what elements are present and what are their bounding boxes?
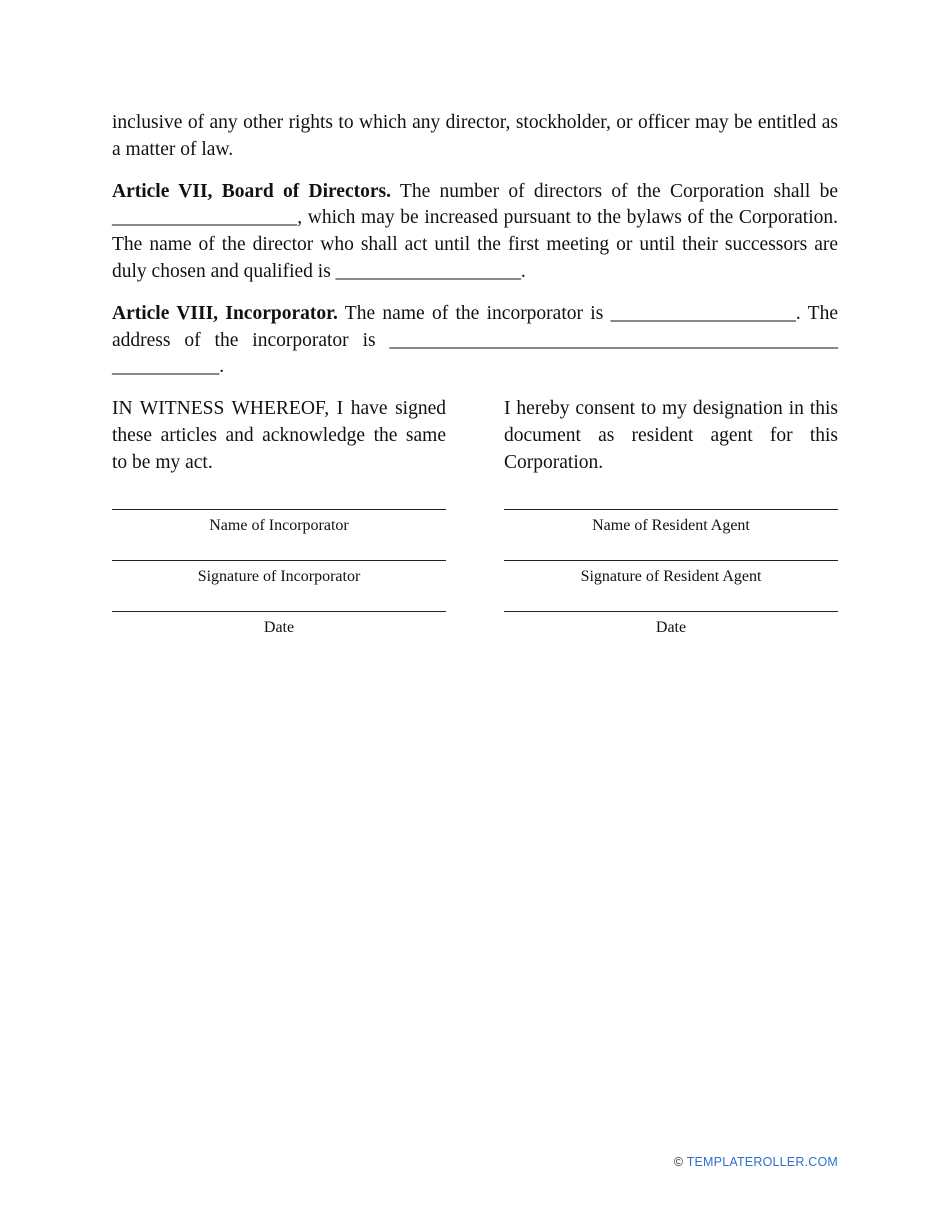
agent-signature-label: Signature of Resident Agent xyxy=(580,567,762,585)
agent-name-line[interactable] xyxy=(504,509,838,510)
article-viii-paragraph xyxy=(112,301,838,381)
agent-date-label: Date xyxy=(655,618,687,636)
agent-name-label: Name of Resident Agent xyxy=(592,516,750,534)
agent-name-block xyxy=(504,509,838,536)
footer-credit xyxy=(674,1155,838,1169)
resident-agent-column xyxy=(504,396,838,661)
incorporator-date-label: Date xyxy=(263,618,295,636)
article-vii-paragraph xyxy=(112,179,838,286)
article-viii-heading: Article VIII, Incorporator. xyxy=(112,302,338,324)
agent-signature-line[interactable] xyxy=(504,560,838,561)
incorporator-date-line[interactable] xyxy=(112,611,446,612)
incorporator-signature-block xyxy=(112,560,446,587)
incorporator-name-label: Name of Incorporator xyxy=(209,516,349,534)
signature-columns xyxy=(112,396,838,661)
templateroller-link[interactable]: TEMPLATEROLLER.COM xyxy=(686,1155,838,1169)
article-vii-text: The number of directors of the Corporation shall be ___________________, which may be increased pursuant to the bylaws of the Corporation. The name of the director who shall act until the first meeting or until their successors are duly chosen and qualified is ___________________. xyxy=(112,180,839,282)
copyright-icon: © xyxy=(673,1155,684,1169)
document-body xyxy=(112,110,838,662)
article-vii-heading: Article VII, Board of Directors. xyxy=(112,180,391,202)
incorporator-signature-label: Signature of Incorporator xyxy=(197,567,361,585)
consent-statement: I hereby consent to my designation in this document as resident agent for this Corporation. xyxy=(504,398,838,473)
article-viii-text: The name of the incorporator is ___________________. The address of the incorporator is ______________________________________________ ___________. xyxy=(112,302,838,378)
agent-date-line[interactable] xyxy=(504,611,838,612)
incorporator-signature-line[interactable] xyxy=(112,560,446,561)
witness-statement: IN WITNESS WHEREOF, I have signed these articles and acknowledge the same to be my act. xyxy=(112,398,446,473)
agent-signature-block xyxy=(504,560,838,587)
incorporator-column xyxy=(112,396,446,661)
incorporator-name-line[interactable] xyxy=(112,509,446,510)
incorporator-name-block xyxy=(112,509,446,536)
incorporator-date-block xyxy=(112,611,446,638)
continuation-paragraph: inclusive of any other rights to which any director, stockholder, or officer may be entitled as a matter of law. xyxy=(112,112,838,160)
agent-date-block xyxy=(504,611,838,638)
